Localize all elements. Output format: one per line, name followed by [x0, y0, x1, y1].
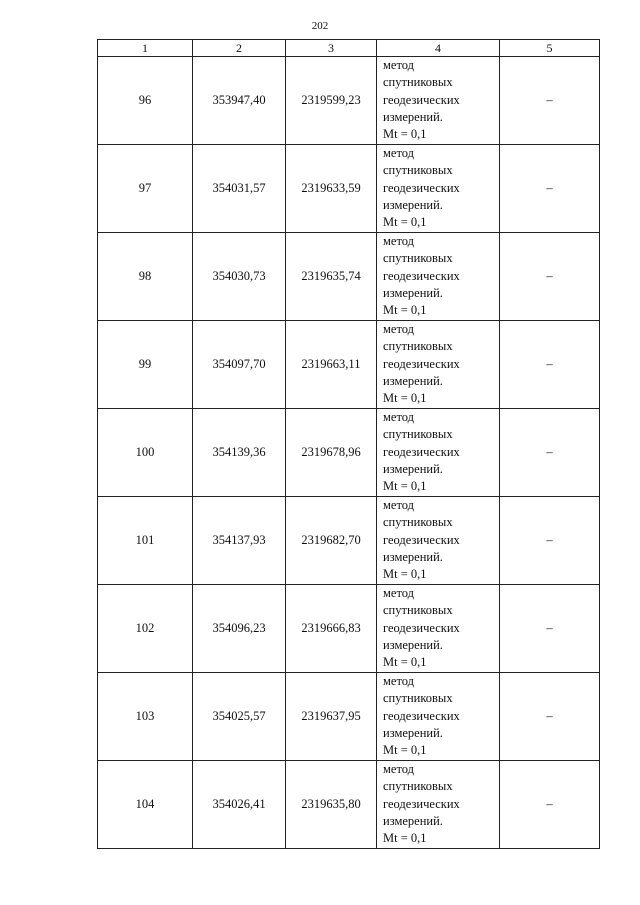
table-header-row	[98, 40, 600, 57]
method-line: метод	[383, 762, 415, 776]
y-coordinate-cell: 2319635,80	[286, 761, 377, 849]
method-line: метод	[383, 674, 415, 688]
note-cell: –	[500, 673, 600, 761]
method-line: спутниковых	[383, 75, 453, 90]
method-line: измерений.	[383, 813, 443, 828]
page-number: 202	[311, 20, 329, 32]
method-line: спутниковых	[383, 779, 453, 794]
method-line: метод	[383, 146, 415, 160]
method-line: Mt = 0,1	[383, 479, 427, 494]
x-coordinate-cell: 354025,57	[193, 673, 286, 761]
table-row	[98, 761, 600, 849]
method-cell	[377, 233, 500, 321]
y-coordinate-cell: 2319633,59	[286, 145, 377, 233]
note-cell: –	[500, 321, 600, 409]
method-line: измерений.	[383, 725, 443, 740]
method-line: спутниковых	[383, 515, 453, 530]
header-col-2: 2	[193, 40, 286, 57]
method-cell	[377, 409, 500, 497]
method-line: геодезических	[383, 796, 460, 811]
method-cell	[377, 585, 500, 673]
y-coordinate-cell: 2319637,95	[286, 673, 377, 761]
method-cell	[377, 673, 500, 761]
method-line: Mt = 0,1	[383, 743, 427, 758]
method-line: Mt = 0,1	[383, 831, 427, 846]
x-coordinate-cell: 353947,40	[193, 57, 286, 145]
method-line: Mt = 0,1	[383, 567, 427, 582]
y-coordinate-cell: 2319635,74	[286, 233, 377, 321]
method-line: спутниковых	[383, 163, 453, 178]
method-line: Mt = 0,1	[383, 303, 427, 318]
table-row	[98, 409, 600, 497]
method-line: спутниковых	[383, 251, 453, 266]
table-row	[98, 497, 600, 585]
method-cell	[377, 321, 500, 409]
method-cell	[377, 57, 500, 145]
method-line: метод	[383, 410, 415, 424]
table-row	[98, 321, 600, 409]
note-cell: –	[500, 57, 600, 145]
y-coordinate-cell: 2319599,23	[286, 57, 377, 145]
method-line: Mt = 0,1	[383, 127, 427, 142]
method-line: спутниковых	[383, 691, 453, 706]
method-line: метод	[383, 586, 415, 600]
table-body	[98, 57, 600, 849]
x-coordinate-cell: 354096,23	[193, 585, 286, 673]
x-coordinate-cell: 354139,36	[193, 409, 286, 497]
y-coordinate-cell: 2319682,70	[286, 497, 377, 585]
method-cell	[377, 761, 500, 849]
note-cell: –	[500, 585, 600, 673]
point-number-cell: 101	[98, 497, 193, 585]
method-line: метод	[383, 58, 415, 72]
point-number-cell: 97	[98, 145, 193, 233]
method-line: геодезических	[383, 708, 460, 723]
x-coordinate-cell: 354030,73	[193, 233, 286, 321]
header-col-3: 3	[286, 40, 377, 57]
note-cell: –	[500, 761, 600, 849]
x-coordinate-cell: 354137,93	[193, 497, 286, 585]
method-line: измерений.	[383, 461, 443, 476]
method-line: измерений.	[383, 637, 443, 652]
x-coordinate-cell: 354031,57	[193, 145, 286, 233]
method-line: измерений.	[383, 197, 443, 212]
table-row	[98, 57, 600, 145]
table-row	[98, 673, 600, 761]
point-number-cell: 99	[98, 321, 193, 409]
method-line: измерений.	[383, 549, 443, 564]
y-coordinate-cell: 2319678,96	[286, 409, 377, 497]
method-line: метод	[383, 234, 415, 248]
header-col-4: 4	[377, 40, 500, 57]
x-coordinate-cell: 354097,70	[193, 321, 286, 409]
point-number-cell: 98	[98, 233, 193, 321]
note-cell: –	[500, 233, 600, 321]
table-row	[98, 233, 600, 321]
note-cell: –	[500, 145, 600, 233]
method-line: геодезических	[383, 356, 460, 371]
method-line: метод	[383, 498, 415, 512]
method-cell	[377, 145, 500, 233]
method-line: измерений.	[383, 285, 443, 300]
header-col-1: 1	[98, 40, 193, 57]
table-row	[98, 145, 600, 233]
method-line: Mt = 0,1	[383, 655, 427, 670]
method-line: геодезических	[383, 92, 460, 107]
method-line: измерений.	[383, 373, 443, 388]
method-line: метод	[383, 322, 415, 336]
point-number-cell: 104	[98, 761, 193, 849]
method-line: спутниковых	[383, 427, 453, 442]
note-cell: –	[500, 497, 600, 585]
method-line: геодезических	[383, 268, 460, 283]
method-cell	[377, 497, 500, 585]
point-number-cell: 100	[98, 409, 193, 497]
x-coordinate-cell: 354026,41	[193, 761, 286, 849]
method-line: спутниковых	[383, 603, 453, 618]
method-line: Mt = 0,1	[383, 391, 427, 406]
method-line: Mt = 0,1	[383, 215, 427, 230]
point-number-cell: 96	[98, 57, 193, 145]
y-coordinate-cell: 2319666,83	[286, 585, 377, 673]
y-coordinate-cell: 2319663,11	[286, 321, 377, 409]
note-cell: –	[500, 409, 600, 497]
method-line: геодезических	[383, 620, 460, 635]
method-line: спутниковых	[383, 339, 453, 354]
method-line: геодезических	[383, 444, 460, 459]
point-number-cell: 102	[98, 585, 193, 673]
method-line: геодезических	[383, 180, 460, 195]
point-number-cell: 103	[98, 673, 193, 761]
coordinates-table	[97, 39, 600, 849]
table-row	[98, 585, 600, 673]
method-line: геодезических	[383, 532, 460, 547]
header-col-5: 5	[500, 40, 600, 57]
method-line: измерений.	[383, 109, 443, 124]
